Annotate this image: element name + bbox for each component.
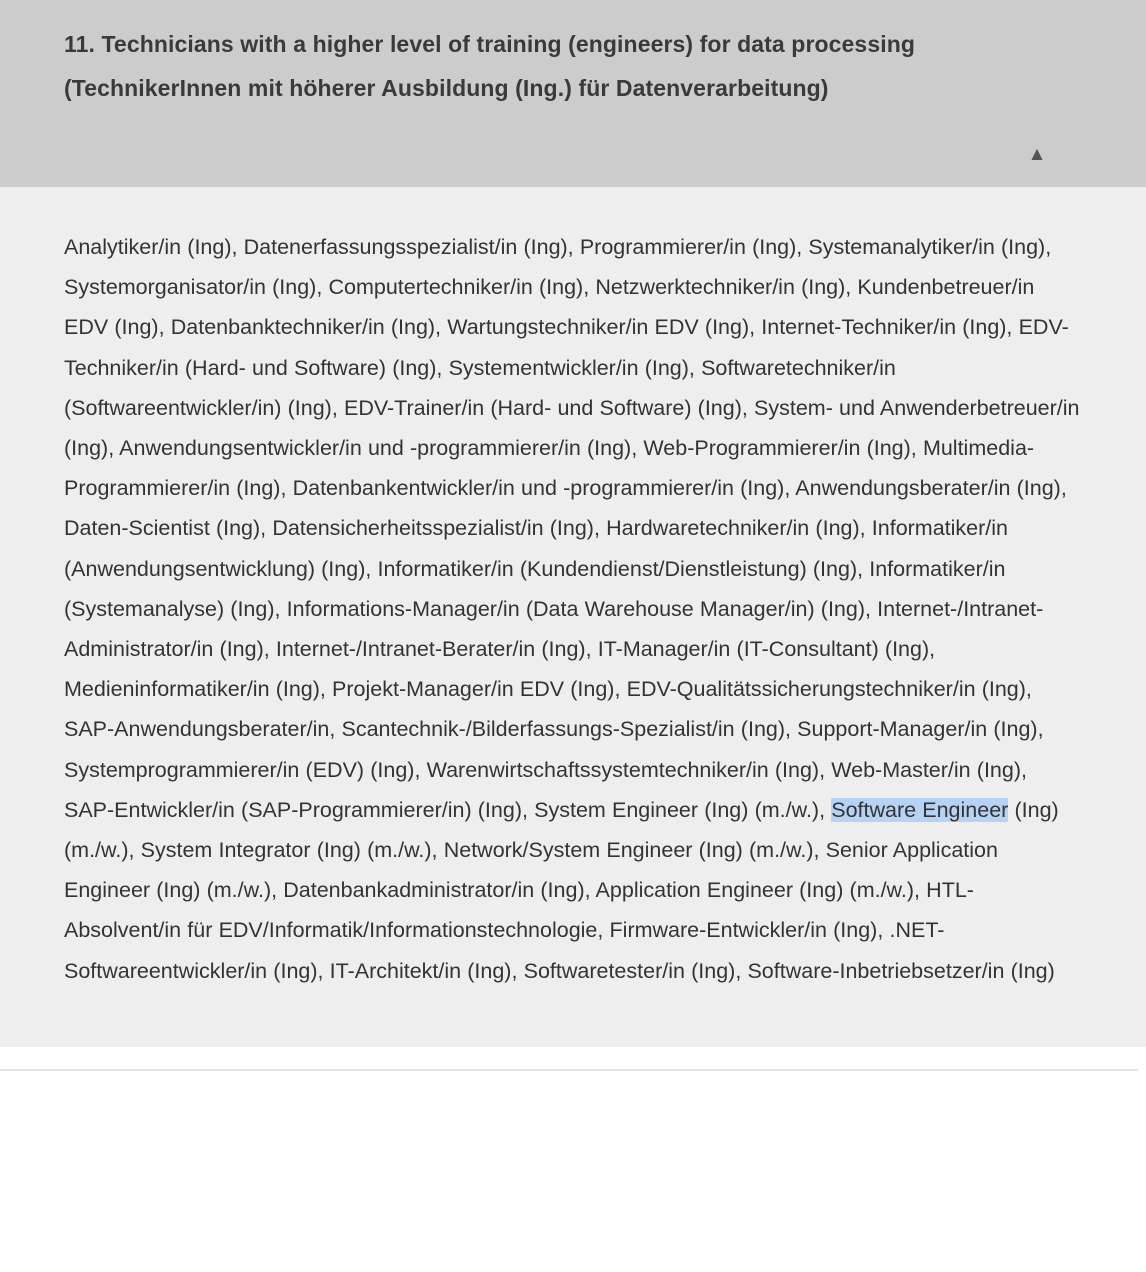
triangle-up-icon[interactable]: ▲: [1027, 143, 1047, 165]
highlighted-selection[interactable]: Software Engineer: [831, 797, 1009, 822]
section-divider: [0, 1069, 1138, 1071]
footer-spacer: [0, 1047, 1146, 1069]
occupation-list-text: [64, 227, 1082, 991]
text-after-highlight: (Ing) (m./w.), System Integrator (Ing) (m./w.), Network/System Engineer (Ing) (m./w.), Senior Application Engineer (Ing) (m./w.), Datenbankadministrator/in (Ing), Application Engineer (Ing) (m./w.), HTL-Absolvent/in für EDV/Informatik/Informationstechnologie, Firmware-Entwickler/in (Ing), .NET-Softwareentwickler/in (Ing), IT-Architekt/in (Ing), Softwaretester/in (Ing), Software-Inbetriebsetzer/in (Ing): [64, 797, 1059, 983]
accordion-body: [0, 187, 1146, 1047]
text-before-highlight: Analytiker/in (Ing), Datenerfassungsspezialist/in (Ing), Programmierer/in (Ing), Systemanalytiker/in (Ing), Systemorganisator/in (Ing), Computertechniker/in (Ing), Netzwerktechniker/in (Ing), Kundenbetreuer/in EDV (Ing), Datenbanktechniker/in (Ing), Wartungstechniker/in EDV (Ing), Internet-Techniker/in (Ing), EDV-Techniker/in (Hard- und Software) (Ing), Systementwickler/in (Ing), Softwaretechniker/in (Softwareentwickler/in) (Ing), EDV-Trainer/in (Hard- und Software) (Ing), System- und Anwenderbetreuer/in (Ing), Anwendungsentwickler/in und -programmierer/in (Ing), Web-Programmierer/in (Ing), Multimedia-Programmierer/in (Ing), Datenbankentwickler/in und -programmierer/in (Ing), Anwendungsberater/in (Ing), Daten-Scientist (Ing), Datensicherheitsspezialist/in (Ing), Hardwaretechniker/in (Ing), Informatiker/in (Anwendungsentwicklung) (Ing), Informatiker/in (Kundendienst/Dienstleistung) (Ing), Informatiker/in (Systemanalyse) (Ing), Informations-Manager/in (Data Warehouse Manager/in) (Ing), Internet-/Intranet-Administrator/in (Ing), Internet-/Intranet-Berater/in (Ing), IT-Manager/in (IT-Consultant) (Ing), Medieninformatiker/in (Ing), Projekt-Manager/in EDV (Ing), EDV-Qualitätssicherungstechniker/in (Ing), SAP-Anwendungsberater/in, Scantechnik-/Bilderfassungs-Spezialist/in (Ing), Support-Manager/in (Ing), Systemprogrammierer/in (EDV) (Ing), Warenwirtschaftssystemtechniker/in (Ing), Web-Master/in (Ing), SAP-Entwickler/in (SAP-Programmierer/in) (Ing), System Engineer (Ing) (m./w.),: [64, 235, 1080, 822]
accordion-title: 11. Technicians with a higher level of training (engineers) for data processing (TechnikerInnen mit höherer Ausbildung (Ing.) für Datenverarbeitung): [64, 31, 916, 102]
accordion-header[interactable]: [0, 0, 1146, 187]
